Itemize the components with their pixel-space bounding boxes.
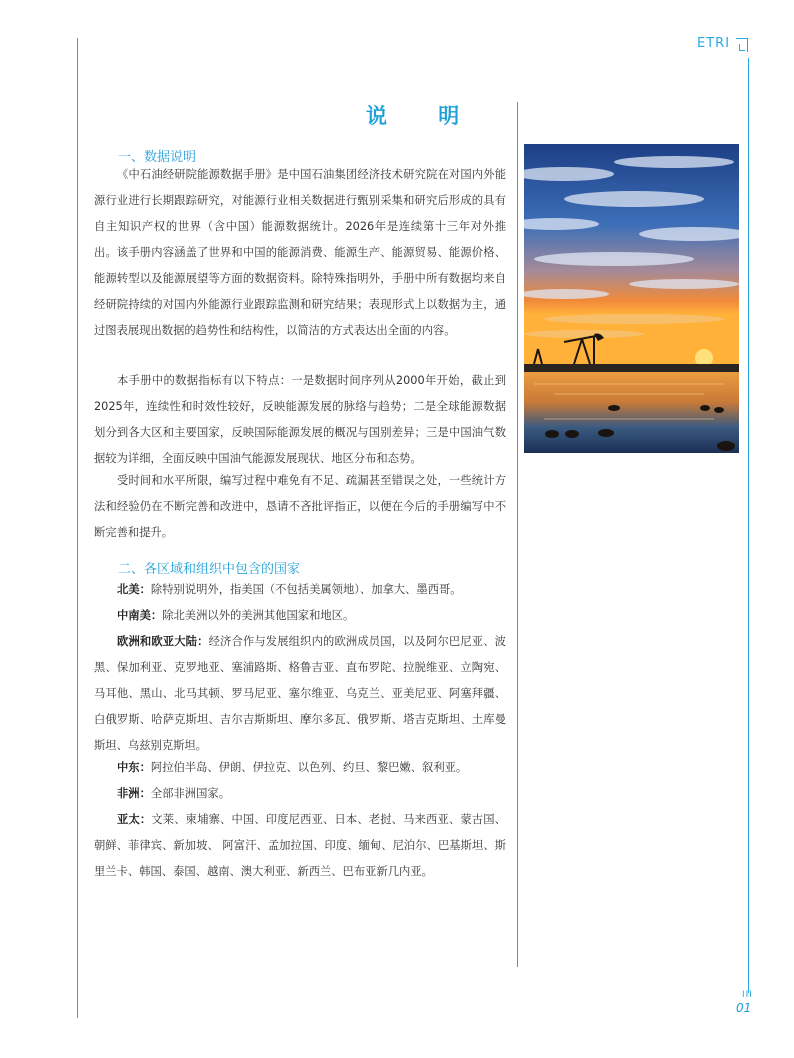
region-entry — [94, 629, 506, 759]
region-entry — [94, 577, 506, 603]
paragraph: 《中石油经研院能源数据手册》是中国石油集团经济技术研究院在对国内外能源行业进行长期跟踪研究，对能源行业相关数据进行甄别采集和研究后形成的具有自主知识产权的世界（含中国）能源数据统计。2026年是连续第十三年对外推出。该手册内容涵盖了世界和中国的能源消费、能源生产、能源贸易、能源价格、能源转型以及能源展望等方面的数据资料。除特殊指明外，手册中所有数据均来自经研院持续的对国内外能源行业跟踪监测和研究结果；表现形式上以数据为主，通过图表展现出数据的趋势性和结构性，以简洁的方式表达出全面的内容。 — [94, 168, 506, 337]
region-text: 文莱、柬埔寨、中国、印度尼西亚、日本、老挝、马来西亚、蒙古国、朝鲜、菲律宾、新加坡、 阿富汗、孟加拉国、印度、缅甸、尼泊尔、巴基斯坦、斯里兰卡、韩国、泰国、越南、澳大利亚、新西兰、巴布亚新几内亚。 — [94, 813, 506, 878]
page-number: 01 — [736, 1001, 752, 1015]
region-entry — [94, 603, 506, 629]
region-text: 除特别说明外，指美国（不包括美属领地）、加拿大、墨西哥。 — [150, 583, 462, 596]
brand-logo-text: ETRI — [697, 36, 731, 51]
paragraph: 本手册中的数据指标有以下特点：一是数据时间序列从2000年开始，截止到2025年，连续性和时效性较好，反映能源发展的脉络与趋势；二是全球能源数据划分到各大区和主要国家，反映国际能源发展的概况与国别差异；三是中国油气数据较为详细，全面反映中国油气能源发展现状、地区分布和态势。 — [94, 374, 506, 465]
page-title: 说 明 — [366, 104, 482, 128]
region-name: 亚太： — [117, 813, 152, 826]
right-rule — [748, 58, 749, 993]
region-entry — [94, 755, 506, 781]
paragraph: 受时间和水平所限，编写过程中难免有不足、疏漏甚至错误之处，一些统计方法和经验仍在不断完善和改进中，恳请不吝批评指正，以便在今后的手册编写中不断完善和提升。 — [94, 474, 506, 539]
region-text: 全部非洲国家。 — [150, 787, 230, 800]
region-text: 经济合作与发展组织内的欧洲成员国，以及阿尔巴尼亚、波黑、保加利亚、克罗地亚、塞浦路斯、格鲁吉亚、直布罗陀、拉脱维亚、立陶宛、马耳他、黑山、北马其顿、罗马尼亚、塞尔维亚、乌克兰、亚美尼亚、阿塞拜疆、白俄罗斯、哈萨克斯坦、吉尔吉斯斯坦、摩尔多瓦、俄罗斯、塔吉克斯坦、土库曼斯坦、乌兹别克斯坦。 — [94, 635, 506, 752]
region-name: 非洲： — [117, 787, 151, 800]
brand-mark-inner-icon — [739, 44, 745, 51]
region-name: 中南美： — [117, 609, 163, 622]
region-name: 欧洲和欧亚大陆： — [117, 635, 209, 648]
section-heading-data: 一、数据说明 — [118, 150, 197, 165]
region-text: 阿拉伯半岛、伊朗、伊拉克、以色列、约旦、黎巴嫩、叙利亚。 — [150, 761, 468, 774]
region-text: 除北美洲以外的美洲其他国家和地区。 — [162, 609, 355, 622]
center-rule — [517, 102, 518, 967]
region-entry — [94, 781, 506, 807]
region-name: 北美： — [117, 583, 151, 596]
oilfield-sunset-photo — [524, 144, 739, 453]
page-ticks: III — [742, 990, 753, 1000]
region-name: 中东： — [117, 761, 151, 774]
region-entry — [94, 807, 506, 885]
section-heading-regions: 二、各区域和组织中包含的国家 — [118, 562, 301, 577]
left-rule — [77, 38, 78, 1018]
